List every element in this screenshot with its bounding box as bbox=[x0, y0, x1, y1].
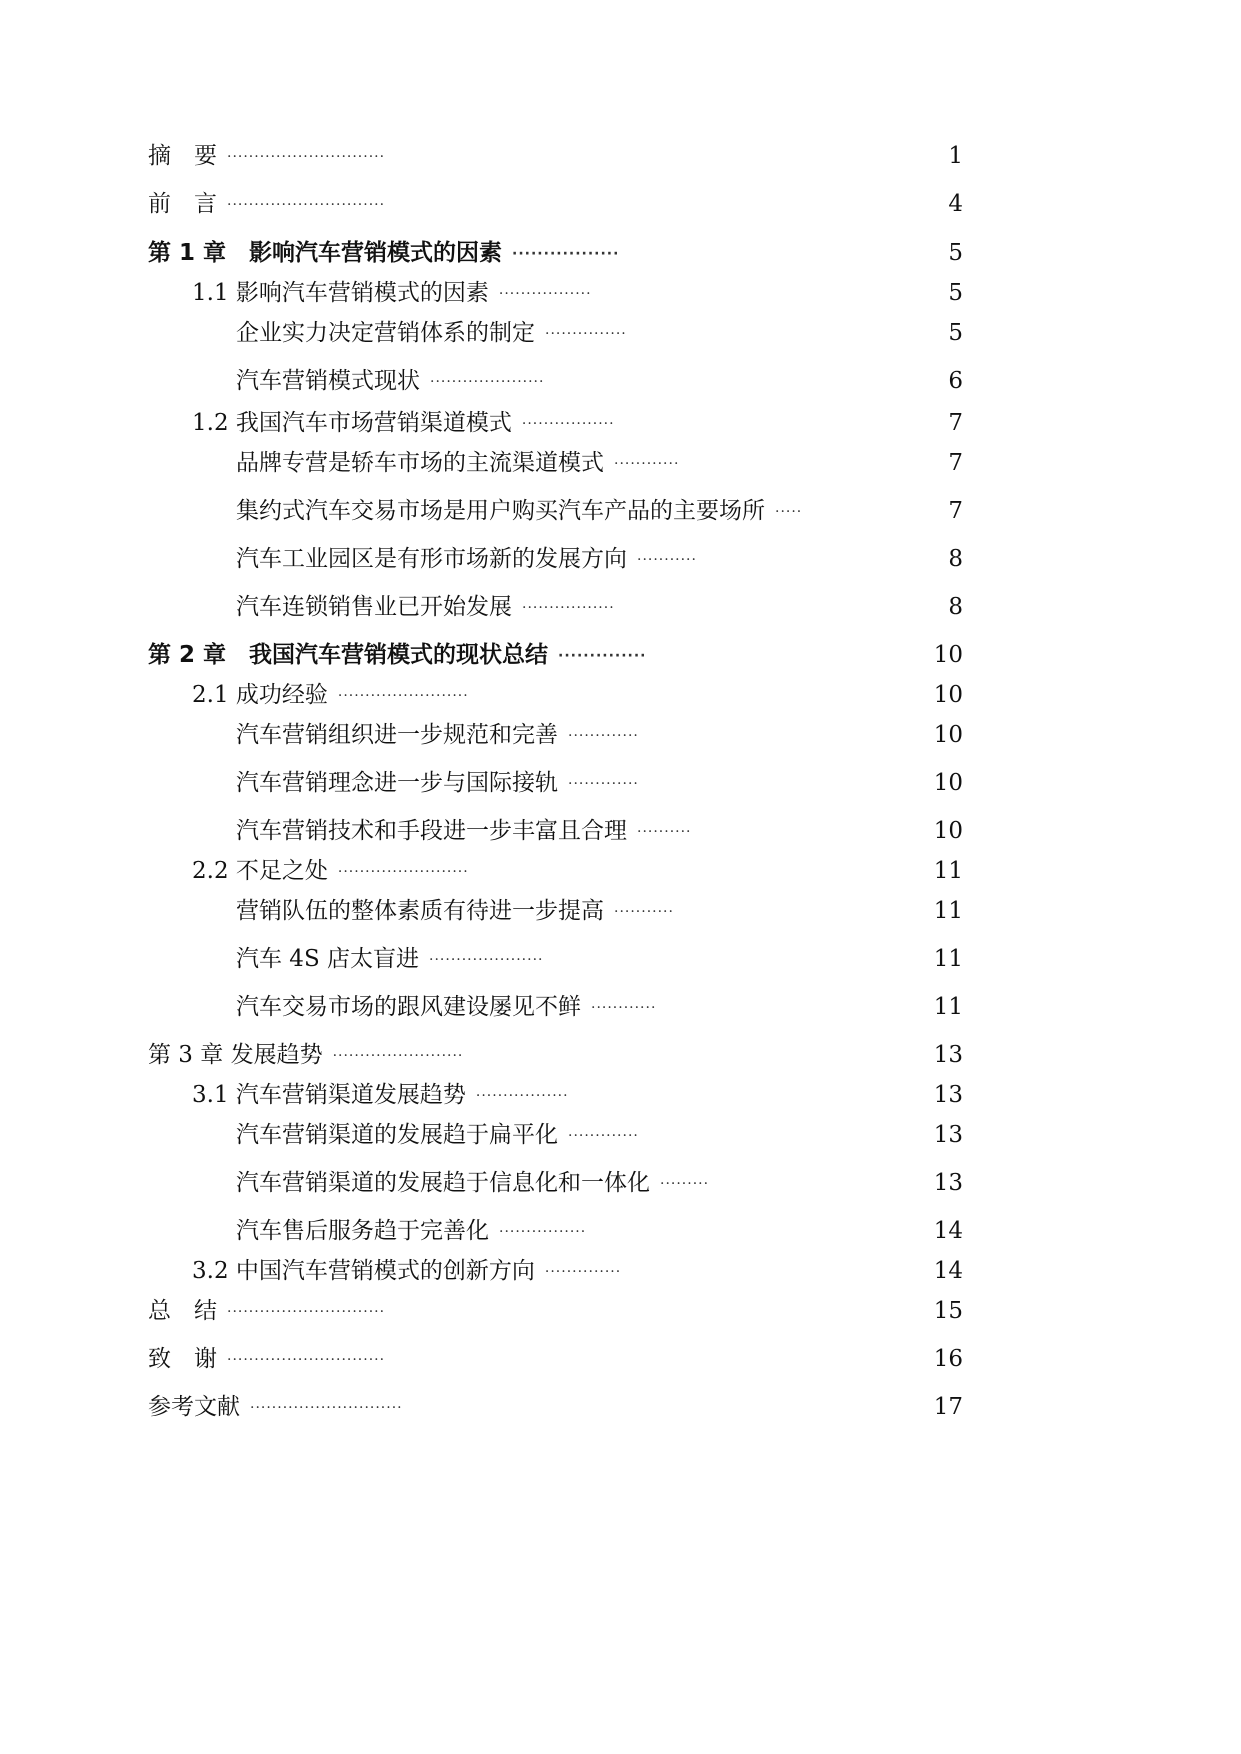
toc-page-number-value: 10 bbox=[933, 642, 963, 668]
toc-entry[interactable] bbox=[0, 1390, 1241, 1424]
toc-leader-dots: ····················· bbox=[429, 952, 544, 968]
toc-page-number bbox=[0, 678, 1241, 712]
toc-entry-title: 1.1 影响汽车营销模式的因素 bbox=[192, 280, 489, 306]
toc-page-number bbox=[0, 766, 1241, 800]
toc-page-number bbox=[0, 1390, 1241, 1424]
toc-entry[interactable] bbox=[0, 1254, 1241, 1288]
toc-page-number-value: 10 bbox=[933, 682, 963, 708]
toc-leader-dots: ············· bbox=[568, 776, 639, 792]
toc-entry[interactable] bbox=[0, 276, 1241, 310]
toc-entry-title: 2.2 不足之处 bbox=[192, 858, 328, 884]
toc-page-number bbox=[0, 1078, 1241, 1112]
toc-entry[interactable] bbox=[0, 990, 1241, 1024]
toc-page-number-value: 7 bbox=[948, 410, 963, 436]
toc-entry-title: 第 1 章 影响汽车营销模式的因素 bbox=[148, 240, 503, 266]
toc-entry[interactable] bbox=[0, 894, 1241, 928]
toc-page-number bbox=[0, 316, 1241, 350]
toc-page-number bbox=[0, 1294, 1241, 1328]
toc-entry-title: 第 3 章 发展趋势 bbox=[148, 1042, 323, 1068]
toc-entry-title: 汽车 4S 店太盲进 bbox=[236, 946, 420, 972]
toc-page-number-value: 16 bbox=[933, 1346, 963, 1372]
toc-entry-title: 3.1 汽车营销渠道发展趋势 bbox=[192, 1082, 466, 1108]
toc-entry-title: 汽车营销组织进一步规范和完善 bbox=[236, 722, 558, 748]
toc-page-number bbox=[0, 1214, 1241, 1248]
toc-entry[interactable] bbox=[0, 139, 1241, 173]
toc-entry[interactable] bbox=[0, 1166, 1241, 1200]
toc-page-number bbox=[0, 1038, 1241, 1072]
toc-page-number-value: 14 bbox=[933, 1258, 963, 1284]
toc-leader-dots: ························ bbox=[332, 1048, 464, 1064]
toc-entry-title: 总 结 bbox=[148, 1298, 217, 1324]
toc-entry[interactable] bbox=[0, 236, 1241, 270]
toc-leader-dots: ················ bbox=[499, 1224, 587, 1240]
toc-page-number-value: 5 bbox=[948, 280, 963, 306]
toc-entry[interactable] bbox=[0, 542, 1241, 576]
toc-page-number bbox=[0, 139, 1241, 173]
toc-entry[interactable] bbox=[0, 942, 1241, 976]
toc-entry-title: 集约式汽车交易市场是用户购买汽车产品的主要场所 bbox=[236, 498, 765, 524]
toc-entry[interactable] bbox=[0, 1118, 1241, 1152]
toc-entry[interactable] bbox=[0, 446, 1241, 480]
toc-page-number-value: 11 bbox=[933, 946, 963, 972]
toc-entry-title: 2.1 成功经验 bbox=[192, 682, 328, 708]
toc-page-number bbox=[0, 1166, 1241, 1200]
toc-page-number bbox=[0, 718, 1241, 752]
toc-entry[interactable] bbox=[0, 638, 1241, 672]
toc-leader-dots: ··········· bbox=[637, 552, 697, 568]
toc-page-number bbox=[0, 942, 1241, 976]
toc-page-number bbox=[0, 494, 1241, 528]
toc-entry[interactable] bbox=[0, 590, 1241, 624]
toc-page-number-value: 6 bbox=[948, 368, 963, 394]
toc-leader-dots: ····························· bbox=[227, 197, 386, 213]
toc-leader-dots: ························ bbox=[337, 864, 469, 880]
toc-leader-dots: ····························· bbox=[227, 149, 386, 165]
toc-page-number bbox=[0, 894, 1241, 928]
toc-leader-dots: ····························· bbox=[227, 1352, 386, 1368]
toc-leader-dots: ·········· bbox=[637, 824, 692, 840]
toc-entry[interactable] bbox=[0, 406, 1241, 440]
toc-page-number bbox=[0, 854, 1241, 888]
toc-leader-dots: ··············· bbox=[545, 326, 627, 342]
toc-entry[interactable] bbox=[0, 1078, 1241, 1112]
toc-entry[interactable] bbox=[0, 1342, 1241, 1376]
toc-leader-dots: ············ bbox=[614, 456, 680, 472]
toc-leader-dots: ········· bbox=[660, 1176, 710, 1192]
toc-page-number-value: 11 bbox=[933, 994, 963, 1020]
toc-page-number-value: 10 bbox=[933, 722, 963, 748]
toc-page-number bbox=[0, 446, 1241, 480]
toc-entry-title: 汽车售后服务趋于完善化 bbox=[236, 1218, 489, 1244]
toc-entry-title: 汽车营销模式现状 bbox=[236, 368, 420, 394]
toc-page-number-value: 8 bbox=[948, 594, 963, 620]
toc-entry-title: 致 谢 bbox=[148, 1346, 217, 1372]
toc-page-number bbox=[0, 236, 1241, 270]
toc-entry-title: 汽车营销技术和手段进一步丰富且合理 bbox=[236, 818, 627, 844]
toc-page-number-value: 7 bbox=[948, 498, 963, 524]
toc-page-number bbox=[0, 542, 1241, 576]
toc-page-number-value: 7 bbox=[948, 450, 963, 476]
toc-entry[interactable] bbox=[0, 364, 1241, 398]
toc-entry-title: 汽车营销渠道的发展趋于扁平化 bbox=[236, 1122, 558, 1148]
toc-entry-title: 营销队伍的整体素质有待进一步提高 bbox=[236, 898, 604, 924]
toc-leader-dots: ················· bbox=[512, 245, 620, 262]
toc-page-number-value: 8 bbox=[948, 546, 963, 572]
toc-page-number-value: 11 bbox=[933, 898, 963, 924]
toc-entry[interactable] bbox=[0, 1038, 1241, 1072]
toc-entry[interactable] bbox=[0, 854, 1241, 888]
toc-page-number bbox=[0, 814, 1241, 848]
toc-leader-dots: ············ bbox=[591, 1000, 657, 1016]
toc-page-number-value: 4 bbox=[948, 191, 963, 217]
toc-entry-title: 汽车营销渠道的发展趋于信息化和一体化 bbox=[236, 1170, 650, 1196]
toc-page-number-value: 13 bbox=[933, 1082, 963, 1108]
toc-entry[interactable] bbox=[0, 316, 1241, 350]
toc-leader-dots: ················· bbox=[498, 286, 592, 302]
toc-page-number-value: 10 bbox=[933, 770, 963, 796]
toc-entry-title: 汽车连锁销售业已开始发展 bbox=[236, 594, 512, 620]
toc-entry-title: 品牌专营是轿车市场的主流渠道模式 bbox=[236, 450, 604, 476]
toc-leader-dots: ····· bbox=[775, 504, 803, 520]
toc-leader-dots: ················· bbox=[475, 1088, 569, 1104]
toc-entry[interactable] bbox=[0, 1214, 1241, 1248]
toc-page-number-value: 17 bbox=[933, 1394, 963, 1420]
toc-page-number-value: 13 bbox=[933, 1042, 963, 1068]
toc-page-number-value: 13 bbox=[933, 1122, 963, 1148]
toc-entry[interactable] bbox=[0, 678, 1241, 712]
toc-entry[interactable] bbox=[0, 766, 1241, 800]
toc-page-number-value: 13 bbox=[933, 1170, 963, 1196]
toc-page-number bbox=[0, 990, 1241, 1024]
toc-page-number bbox=[0, 1254, 1241, 1288]
toc-page-number-value: 1 bbox=[948, 143, 963, 169]
toc-page-number bbox=[0, 276, 1241, 310]
toc-entry[interactable] bbox=[0, 1294, 1241, 1328]
toc-page-number bbox=[0, 1118, 1241, 1152]
toc-leader-dots: ·············· bbox=[544, 1264, 622, 1280]
toc-page-number-value: 5 bbox=[948, 240, 963, 266]
toc-entry[interactable] bbox=[0, 187, 1241, 221]
toc-page-number bbox=[0, 1342, 1241, 1376]
toc-leader-dots: ················· bbox=[522, 600, 615, 616]
toc-page-number-value: 10 bbox=[933, 818, 963, 844]
toc-leader-dots: ···························· bbox=[250, 1400, 403, 1416]
toc-leader-dots: ················· bbox=[521, 416, 615, 432]
toc-page-number-value: 15 bbox=[933, 1298, 963, 1324]
toc-entry[interactable] bbox=[0, 718, 1241, 752]
toc-entry-title: 参考文献 bbox=[148, 1394, 240, 1420]
toc-entry-title: 摘 要 bbox=[148, 143, 217, 169]
toc-entry-title: 汽车营销理念进一步与国际接轨 bbox=[236, 770, 558, 796]
toc-leader-dots: ····························· bbox=[227, 1304, 386, 1320]
toc-page-number-value: 14 bbox=[933, 1218, 963, 1244]
toc-page-number bbox=[0, 187, 1241, 221]
toc-leader-dots: ············· bbox=[568, 1128, 639, 1144]
toc-leader-dots: ····················· bbox=[430, 374, 545, 390]
toc-page-number bbox=[0, 590, 1241, 624]
toc-entry-title: 前 言 bbox=[148, 191, 217, 217]
toc-entry[interactable] bbox=[0, 494, 1241, 528]
toc-leader-dots: ·············· bbox=[558, 647, 647, 664]
toc-page-number-value: 11 bbox=[933, 858, 963, 884]
toc-entry-title: 企业实力决定营销体系的制定 bbox=[236, 320, 535, 346]
toc-entry-title: 1.2 我国汽车市场营销渠道模式 bbox=[192, 410, 512, 436]
toc-entry-title: 第 2 章 我国汽车营销模式的现状总结 bbox=[148, 642, 549, 668]
toc-page-number-value: 5 bbox=[948, 320, 963, 346]
toc-entry-title: 汽车工业园区是有形市场新的发展方向 bbox=[236, 546, 627, 572]
toc-entry[interactable] bbox=[0, 814, 1241, 848]
toc-leader-dots: ············· bbox=[568, 728, 639, 744]
toc-page-number bbox=[0, 406, 1241, 440]
toc-page-number bbox=[0, 638, 1241, 672]
toc-page-number bbox=[0, 364, 1241, 398]
toc-leader-dots: ··········· bbox=[614, 904, 674, 920]
toc-leader-dots: ························ bbox=[337, 688, 469, 704]
toc-entry-title: 汽车交易市场的跟风建设屡见不鲜 bbox=[236, 994, 581, 1020]
toc-entry-title: 3.2 中国汽车营销模式的创新方向 bbox=[192, 1258, 535, 1284]
